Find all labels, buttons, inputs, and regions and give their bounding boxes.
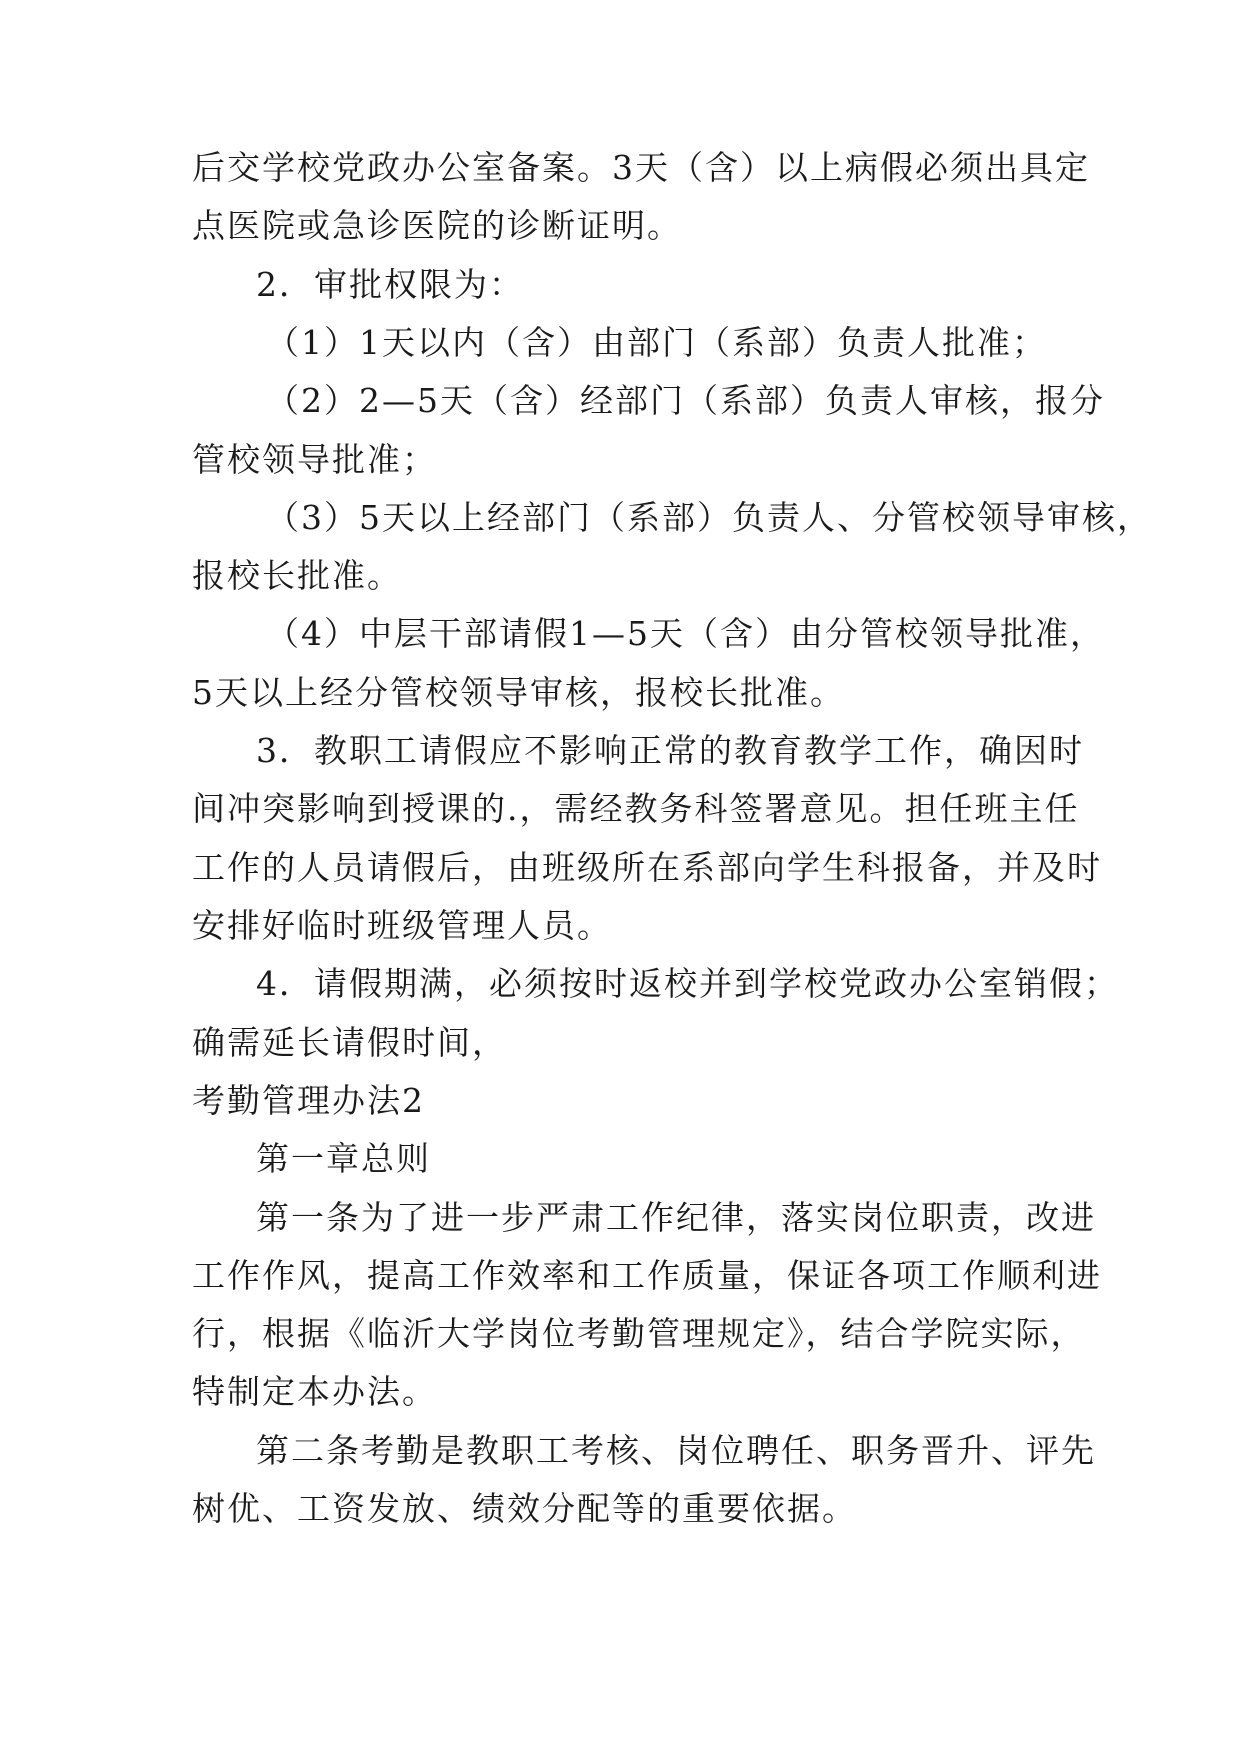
text-line: 4．请假期满，必须按时返校并到学校党政办公室销假； — [256, 964, 1119, 1003]
text-line: 间冲突影响到授课的.，需经教务科签署意见。担任班主任 — [192, 789, 1080, 828]
text-line: （3）5天以上经部门（系部）负责人、分管校领导审核， — [266, 498, 1152, 537]
text-line: 点医院或急诊医院的诊断证明。 — [192, 206, 682, 245]
text-line: 树优、工资发放、绩效分配等的重要依据。 — [192, 1489, 857, 1528]
section-title: 考勤管理办法2 — [192, 1081, 425, 1120]
text-line: 后交学校党政办公室备案。3天（含）以上病假必须出具定 — [192, 148, 1090, 187]
text-line: （2）2—5天（含）经部门（系部）负责人审核，报分 — [266, 381, 1105, 420]
text-line: 报校长批准。 — [192, 556, 402, 595]
text-line: 3．教职工请假应不影响正常的教育教学工作，确因时 — [256, 731, 1084, 770]
text-line: 2．审批权限为： — [256, 265, 524, 304]
text-line: 安排好临时班级管理人员。 — [192, 906, 612, 945]
text-line: （4）中层干部请假1—5天（含）由分管校领导批准， — [266, 614, 1105, 653]
text-line: 特制定本办法。 — [192, 1372, 437, 1411]
text-line: 管校领导批准； — [192, 440, 437, 479]
text-line: 5天以上经分管校领导审核，报校长批准。 — [192, 673, 845, 712]
text-line: 确需延长请假时间， — [192, 1023, 507, 1062]
text-line: 工作作风，提高工作效率和工作质量，保证各项工作顺利进 — [192, 1256, 1102, 1295]
chapter-heading: 第一章总则 — [256, 1139, 431, 1178]
text-line: 行，根据《临沂大学岗位考勤管理规定》，结合学院实际， — [192, 1314, 1086, 1353]
text-line: （1）1天以内（含）由部门（系部）负责人批准； — [266, 323, 1047, 362]
text-line: 工作的人员请假后，由班级所在系部向学生科报备，并及时 — [192, 848, 1102, 887]
text-line: 第一条为了进一步严肃工作纪律，落实岗位职责，改进 — [256, 1198, 1096, 1237]
text-line: 第二条考勤是教职工考核、岗位聘任、职务晋升、评先 — [256, 1431, 1096, 1470]
